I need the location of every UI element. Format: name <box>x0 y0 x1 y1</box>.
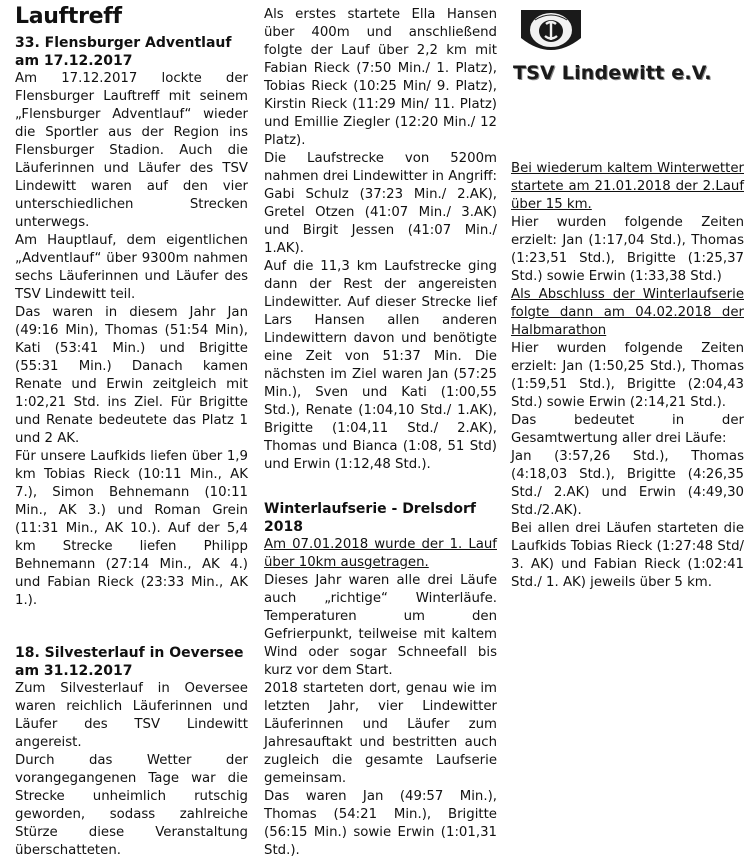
column-3 <box>511 0 744 592</box>
paragraph: Bei allen drei Läufen starteten die Laufkids Tobias Rieck (1:27:48 Std/ 3. AK) und Fabian Rieck (1:02:41 Std./ 1. AK) jeweils über 5 km. <box>511 521 744 590</box>
heading-silvesterlauf: 18. Silvesterlauf in Oeversee am 31.12.2017 <box>15 645 244 679</box>
paragraph: Hier wurden folgende Zeiten erzielt: Jan (1:17,04 Std.), Thomas (1:23,51 Std.), Brigitte (1:25,37 Std.) sowie Erwin (1:33,38 Std.) <box>511 215 744 284</box>
paragraph: Für unsere Laufkids liefen über 1,9 km Tobias Rieck (10:11 Min., AK 7.), Simon Behnemann (10:11 Min., AK 3.) und Roman Grein (11:31 Min., AK 10.). Auf der 5,4 km Strecke liefen Philipp Behnemann (27:14 Min., AK 4.) und Fabian Rieck (23:33 Min., AK 1.). <box>15 449 248 608</box>
spacer <box>264 474 497 500</box>
heading-adventlauf: 33. Flensburger Adventlauf am 17.12.2017 <box>15 35 232 69</box>
paragraph: Am Hauptlauf, dem eigentlichen „Adventlauf“ über 9300m nahmen sechs Läuferinnen und Läufer des TSV Lindewitt teil. <box>15 233 248 302</box>
paragraph: Durch das Wetter der vorangegangenen Tage war die Strecke unheimlich rutschig geworden, sodass zahlreiche Stürze diese Veranstaltung überschatteten. <box>15 753 248 858</box>
paragraph: Das bedeutet in der Gesamtwertung aller drei Läufe: <box>511 413 744 446</box>
club-emblem-icon <box>511 4 591 64</box>
underlined-paragraph: Bei wiederum kaltem Winterwetter startete am 21.01.2018 der 2.Lauf über 15 km. <box>511 161 744 212</box>
paragraph: Das waren Jan (49:57 Min.), Thomas (54:21 Min.), Brigitte (56:15 Min.) sowie Erwin (1:01,31 Std.). <box>264 789 497 858</box>
column-2 <box>264 6 497 860</box>
club-logo <box>511 4 744 96</box>
paragraph: Als erstes startete Ella Hansen über 400m und anschließend folgte der Lauf über 2,2 km mit Fabian Rieck (7:50 Min./ 1. Platz), Tobias Rieck (10:25 Min/ 9. Platz), Kirstin Rieck (11:29 Min/ 11. Platz) und Emillie Ziegler (12:20 Min./ 12 Platz). <box>264 7 497 148</box>
paragraph: Auf die 11,3 km Laufstrecke ging dann der Rest der angereisten Lindewitter. Auf dieser Strecke lief Lars Hansen allen anderen Lindewittern davon und benötigte eine Zeit von 51:37 Min. Die nächsten im Ziel waren Jan (57:25 Min.), Sven und Kati (1:00,55 Std.), Renate (1:04,10 Std./ 1.AK), Brigitte (1:04,11 Std./ 2.AK), Thomas und Bianca (1:08, 51 Std) und Erwin (1:12,48 Std.). <box>264 259 497 472</box>
paragraph: Am 17.12.2017 lockte der Flensburger Lauftreff mit seinem „Flensburger Adventlauf“ wieder die Sportler aus der Region ins Flensburger Stadion. Auch die Läuferinnen und Läufer des TSV Lindewitt waren auf den vier unterschiedlichen Strecken unterwegs. <box>15 71 248 230</box>
section-title: Lauftreff <box>15 4 122 29</box>
club-name: TSV Lindewitt e.V. <box>513 62 712 84</box>
underlined-paragraph: Am 07.01.2018 wurde der 1. Lauf über 10km ausgetragen. <box>264 537 497 570</box>
column-1 <box>15 0 248 860</box>
paragraph: Hier wurden folgende Zeiten erzielt: Jan (1:50,25 Std.), Thomas (1:59,51 Std.), Brigitte (2:04,43 Std.) sowie Erwin (2:14,21 Std.). <box>511 341 744 410</box>
paragraph: Jan (3:57,26 Std.), Thomas (4:18,03 Std.), Brigitte (4:26,35 Std./ 2.AK) und Erwin (4:49,30 Std./2.AK). <box>511 449 744 518</box>
underlined-paragraph: Als Abschluss der Winterlaufserie folgte dann am 04.02.2018 der Halbmarathon <box>511 287 744 338</box>
paragraph: Das waren in diesem Jahr Jan (49:16 Min), Thomas (51:54 Min), Kati (53:41 Min.) und Brigitte (55:31 Min.) Danach kamen Renate und Erwin zeitgleich mit 1:02,21 Std. ins Ziel. Für Brigitte und Renate bedeutete das Platz 1 und 2 AK. <box>15 305 248 446</box>
paragraph: Dieses Jahr waren alle drei Läufe auch „richtige“ Winterläufe. Temperaturen um den Gefrierpunkt, teilweise mit kaltem Wind oder sogar Schneefall bis kurz vor dem Start. <box>264 573 497 678</box>
paragraph: Zum Silvesterlauf in Oeversee waren reichlich Läuferinnen und Läufer des TSV Lindewitt angereist. <box>15 681 248 750</box>
spacer <box>15 610 248 644</box>
heading-winterlaufserie: Winterlaufserie - Drelsdorf 2018 <box>264 501 476 535</box>
spacer <box>511 96 744 160</box>
paragraph: Die Laufstrecke von 5200m nahmen drei Lindewitter in Angriff: Gabi Schulz (37:23 Min./ 2.AK), Gretel Otzen (41:07 Min./ 3.AK) und Birgit Jessen (41:07 Min./ 1.AK). <box>264 151 497 256</box>
paragraph: 2018 starteten dort, genau wie im letzten Jahr, vier Lindewitter Läuferinnen und Läufer zum Jahresauftakt und bestritten auch zugleich die gesamte Laufserie gemeinsam. <box>264 681 497 786</box>
